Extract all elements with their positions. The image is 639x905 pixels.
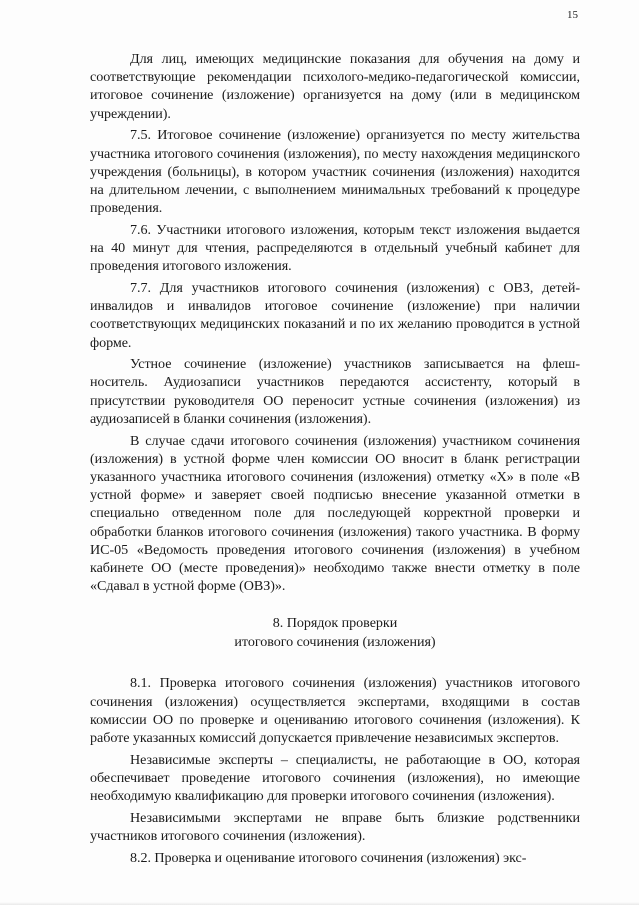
document-body [90,50,580,869]
section-heading [90,614,580,651]
paragraph-8-1: 8.1. Проверка итогового сочинения (изложения) участников итогового сочинения (изложения) осуществляется экспертами, входящими в состав комиссии ОО по проверке и оцениванию итогового сочинения (изложения). К работе указанных комиссий допускается привлечение независимых экспертов. [90,675,580,746]
paragraph-independent-experts: Независимые эксперты – специалисты, не работающие в ОО, которая обеспечивает проведение итогового сочинения (изложения), но имеющие необходимую квалификацию для проверки итогового сочинения (изложения). [90,751,580,805]
paragraph-7-5: 7.5. Итоговое сочинение (изложение) организуется по месту жительства участника итогового сочинения (изложения), по месту нахождения медицинского учреждения (больницы), в котором участник сочинения (изложения) находится на длительном лечении, с выполнением минимальных требований к процедуре проведения. [90,127,580,217]
paragraph-home-education: Для лиц, имеющих медицинские показания для обучения на дому и соответствующие рекомендации психолого-медико-педагогической комиссии, итоговое сочинение (изложение) организуется на дому (или в медицинском учреждении). [90,51,580,122]
paragraph-oral-recording: Устное сочинение (изложение) участников записывается на флеш-носитель. Аудиозаписи участников передаются ассистенту, который в присутствии руководителя ОО переносит устные сочинения (изложения) из аудиозаписей в бланки сочинения (изложения). [90,356,580,427]
paragraph-8-2: 8.2. Проверка и оценивание итогового сочинения (изложения) экс- [130,849,527,866]
section-heading-line-2: итогового сочинения (изложения) [234,633,436,650]
paragraph-7-6: 7.6. Участники итогового изложения, которым текст изложения выдается на 40 минут для чтения, распределяются в отдельный учебный кабинет для проведения итогового изложения. [90,221,580,275]
paragraph-relatives-restriction: Независимыми экспертами не вправе быть близкие родственники участников итогового сочинения (изложения). [90,809,580,845]
paragraph-7-7: 7.7. Для участников итогового сочинения (изложения) с ОВЗ, детей-инвалидов и инвалидов итоговое сочинение (изложение) при наличии соответствующих медицинских показаний и по их желанию проводится в устной форме. [90,279,580,351]
section-heading-line-1: 8. Порядок проверки [272,615,398,632]
page-number: 15 [567,9,578,21]
paragraph-oral-form-mark: В случае сдачи итогового сочинения (изложения) участником сочинения (изложения) в устной форме член комиссии ОО вносит в бланк регистрации указанного участника итогового сочинения (изложения) отметку «Х» в поле «В устной форме» и заверяет своей подписью внесение указанной отметки в специально отведенном поле для последующей корректной проверки и обработки бланков итогового сочинения (изложения) такого участника. В форму ИС-05 «Ведомость проведения итогового сочинения (изложения) в учебном кабинете ОО (месте проведения)» необходимо также внести отметку в поле «Сдавал в устной форме (ОВЗ)». [90,432,580,595]
